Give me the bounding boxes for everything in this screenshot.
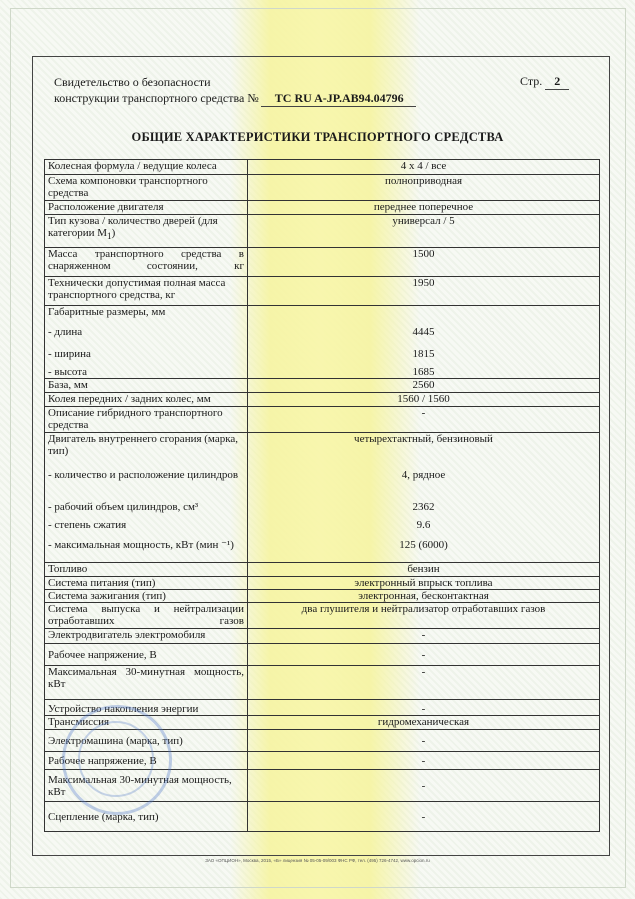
row-value: - [248,770,600,802]
row-label: Сцепление (марка, тип) [45,802,248,832]
table-row [45,629,600,644]
table-row [45,379,600,393]
row-label: Описание гибридного транспортного средства [45,407,248,433]
page-number: 2 [545,74,569,90]
row-value: - [248,730,600,752]
row-value: - [248,407,600,433]
row-label: Колесная формула / ведущие колеса [45,160,248,175]
row-label: Схема компоновки транспортного средства [45,175,248,201]
row-value: - [248,666,600,700]
row-value: гидромеханическая [248,716,600,730]
table-row [45,563,600,577]
row-label: Расположение двигателя [45,201,248,215]
row-value: переднее поперечное [248,201,600,215]
table-row [45,160,600,175]
certificate-header [54,74,416,107]
row-value: два глушителя и нейтрализатор отработавших газов [248,603,600,629]
row-label: База, мм [45,379,248,393]
page-indicator [520,74,569,90]
row-value: электронная, бесконтактная [248,590,600,603]
row-label: Тип кузова / количество дверей (для категории $M_1$) [45,215,248,248]
row-value: 4445 1815 1685 [248,306,600,379]
row-value: электронный впрыск топлива [248,577,600,590]
row-value: 2560 [248,379,600,393]
row-label: Рабочее напряжение, В [45,752,248,770]
row-value: четырехтактный, бензиновый 4, рядное 2362 9.6 125 (6000) [248,433,600,563]
table-row [45,306,600,379]
row-value: - [248,644,600,666]
row-label: Электромашина (марка, тип) [45,730,248,752]
row-label: Масса транспортного средства в снаряженном состоянии, кг [45,248,248,277]
footer-imprint: ЗАО «ОПЦИОН», Москва, 2015, «Б» лицензия № 05-05-09/003 ФНС РФ, тел. (495) 726-4742, www.opcion.ru [205,858,430,863]
document-title: ОБЩИЕ ХАРАКТЕРИСТИКИ ТРАНСПОРТНОГО СРЕДСТВА [131,130,504,144]
row-label: Габаритные размеры, мм - длина - ширина - высота [45,306,248,379]
row-value: - [248,752,600,770]
row-label: Система зажигания (тип) [45,590,248,603]
row-label: Устройство накопления энергии [45,700,248,716]
table-row [45,407,600,433]
row-label: Трансмиссия [45,716,248,730]
table-row [45,215,600,248]
row-value: - [248,802,600,832]
table-row [45,175,600,201]
table-row [45,248,600,277]
row-value: 4 x 4 / все [248,160,600,175]
row-value: универсал / 5 [248,215,600,248]
row-value: - [248,629,600,644]
row-value: 1560 / 1560 [248,393,600,407]
row-label: Максимальная 30-минутная мощность, кВт [45,666,248,700]
page-label: Стр. [520,74,543,88]
header-line-2: конструкции транспортного средства № [54,91,259,105]
table-row [45,393,600,407]
table-row [45,644,600,666]
row-label: Система выпуска и нейтрализации отработавших газов [45,603,248,629]
row-value: бензин [248,563,600,577]
table-row [45,577,600,590]
row-label: Рабочее напряжение, В [45,644,248,666]
row-label: Колея передних / задних колес, мм [45,393,248,407]
table-row [45,277,600,306]
row-label: Система питания (тип) [45,577,248,590]
body-type-label: Тип кузова / количество дверей (для [48,215,218,227]
row-label: Двигатель внутреннего сгорания (марка, тип) - количество и расположение цилиндров - рабочий объем цилиндров, см³ - степень сжатия - максимальная мощность, кВт (мин ⁻¹) [45,433,248,563]
row-value: - [248,700,600,716]
row-value: 1950 [248,277,600,306]
table-row [45,666,600,700]
row-label: Топливо [45,563,248,577]
certificate-number: TC RU A-JP.AB94.04796 [261,90,416,107]
table-row [45,201,600,215]
table-row [45,603,600,629]
row-value: 1500 [248,248,600,277]
row-label: Электродвигатель электромобиля [45,629,248,644]
header-line-1: Свидетельство о безопасности [54,75,211,89]
row-label: Технически допустимая полная масса транспортного средства, кг [45,277,248,306]
row-label: Максимальная 30-минутная мощность, кВт [45,770,248,802]
table-row [45,590,600,603]
table-row [45,433,600,563]
row-value: полноприводная [248,175,600,201]
seal-inner-ring [78,721,154,797]
